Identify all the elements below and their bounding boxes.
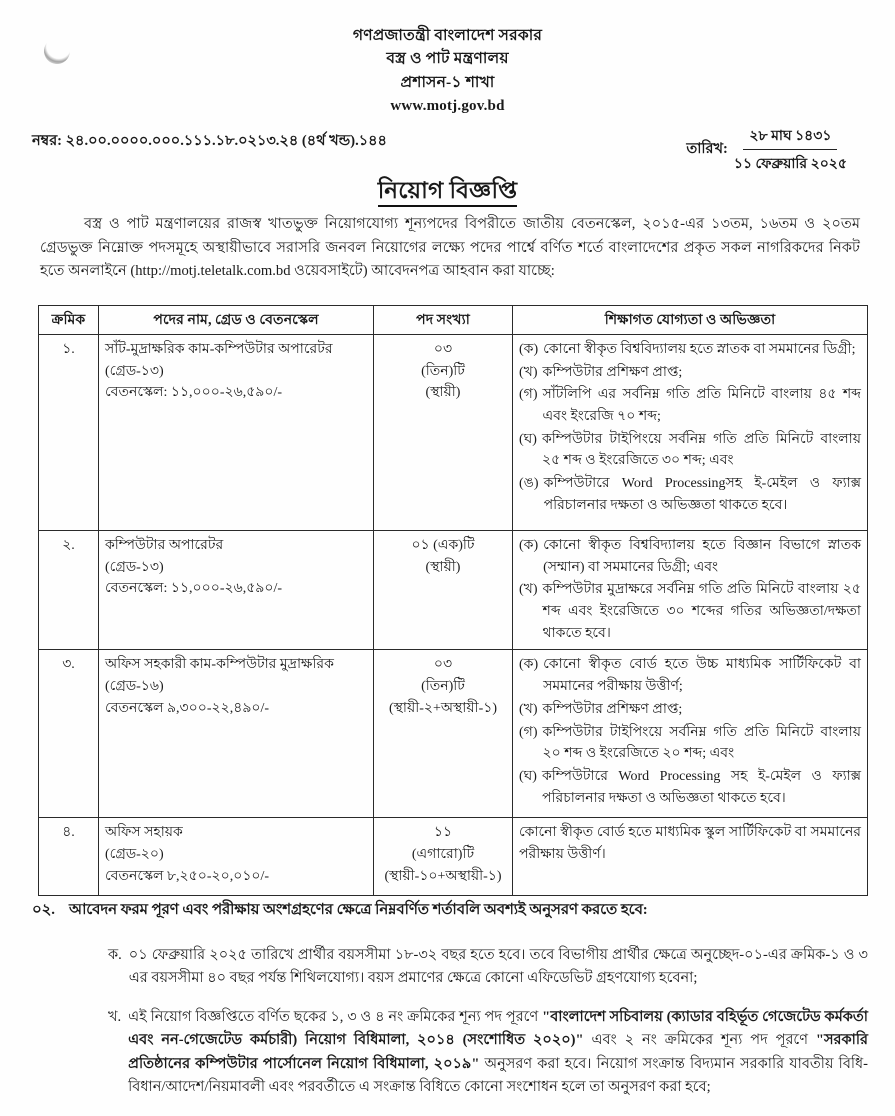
count-line: (স্থায়ী-১০+অস্থায়ী-১) <box>384 868 502 884</box>
posts-table <box>38 305 868 896</box>
education-item <box>519 429 861 472</box>
education-marker: (গ) <box>519 724 538 740</box>
row-education <box>513 818 868 896</box>
intro-paragraph: বস্ত্র ও পাট মন্ত্রণালয়ের রাজস্ব খাতভুক্ত নিয়োগযোগ্য শূন্যপদের বিপরীতে জাতীয় বেতনস্কেল, ২০১৫-এর ১৩তম, ১৬তম ও ২০তম গ্রেডভুক্ত নিম্নোক্ত পদসমূহে অস্থায়ীভাবে সরাসরি জনবল নিয়োগের লক্ষ্যে পদের পার্শ্বে বর্ণিত শর্তে বাংলাদেশের প্রকৃত সকল নাগরিকদের নিকট হতে অনলাইনে (http://motj.teletalk.com.bd ওয়েবসাইটে) আবেদনপত্র আহবান করা যাচ্ছে: <box>40 216 860 280</box>
row-serial: ৪. <box>39 818 99 896</box>
count-line: (স্থায়ী) <box>425 385 461 401</box>
clause-02 <box>32 898 868 923</box>
count-line: ০১ (এক)টি <box>411 538 475 553</box>
row-serial: ৩. <box>39 650 99 818</box>
education-text: কম্পিউটারে Word Processing সহ ই-মেইল ও ফ্যাক্স পরিচালনার দক্ষতা ও অভিজ্ঞতা থাকতে হবে। <box>541 768 861 806</box>
education-marker: (ঘ) <box>519 431 537 447</box>
table-row <box>39 335 868 531</box>
header-website: www.motj.gov.bd <box>390 97 505 114</box>
sub-clause-ka <box>108 944 868 991</box>
row-count <box>374 818 513 896</box>
sub-clause-kha-part3: অনুসরণ করা হবে। নিয়োগ সংক্রান্ত বিদ্যমান সরকারি যাবতীয় বিধি-বিধান/আদেশ/নিয়মাবলী এবং পরবর্তীতে এ সংক্রান্ত বিধিতে কোনো সংশোধন হলে তা অনুসরণ করা হবে; <box>128 1055 868 1096</box>
reference-number <box>32 130 387 154</box>
sub-clause-kha-rule2: "সরকারি প্রতিষ্ঠানের কম্পিউটার পার্সোনেল নিয়োগ বিধিমালা, ২০১৯" <box>128 1032 868 1072</box>
clause-02-text: আবেদন ফরম পূরণ এবং পরীক্ষায় অংশগ্রহণের ক্ষেত্রে নিম্নবর্ণিত শর্তাবলি অবশ্যই অনুসরণ করতে হবে: <box>68 902 648 918</box>
education-marker: (খ) <box>519 364 538 380</box>
education-text: কম্পিউটার টাইপিংয়ে সর্বনিম্ন গতি প্রতি মিনিটে বাংলায় ২০ শব্দ ও ইংরেজিতে ২০ শব্দ; এবং <box>542 724 861 762</box>
sub-clause-kha-part1: এই নিয়োগ বিজ্ঞপ্তিতে বর্ণিত ছকের ১, ৩ ও ৪ নং ক্রমিকের শূন্য পদ পূরণে <box>128 1009 543 1025</box>
education-item <box>519 722 861 765</box>
row-post <box>99 650 374 818</box>
count-line: (স্থায়ী-২+অস্থায়ী-১) <box>388 700 497 716</box>
post-grade: (গ্রেড-১৬) <box>105 679 164 695</box>
sub-clause-kha <box>108 1006 868 1100</box>
table-row <box>39 650 868 818</box>
education-text: কম্পিউটারে Word Processingসহ ই-মেইল ও ফ্যাক্স পরিচালনার দক্ষতা ও অভিজ্ঞতা থাকতে হবে। <box>543 476 861 513</box>
date-label: তারিখ: <box>686 141 728 157</box>
date-english: ১১ ফেব্রুয়ারি ২০২৫ <box>733 157 847 172</box>
header-line-ministry: বস্ত্র ও পাট মন্ত্রণালয় <box>386 50 509 68</box>
sub-clause-ka-marker: ক. <box>108 947 122 963</box>
count-line: ০৩ <box>433 657 453 673</box>
header-line-government: গণপ্রজাতন্ত্রী বাংলাদেশ সরকার <box>352 27 543 44</box>
post-name: সাঁট-মুদ্রাক্ষরিক কাম-কম্পিউটার অপারেটর <box>105 342 333 357</box>
education-marker: (ক) <box>519 342 539 357</box>
education-text: সাঁটলিপি এর সর্বনিম্ন গতি প্রতি মিনিটে বাংলায় ৪৫ শব্দ এবং ইংরেজি ৭০ শব্দ; <box>542 387 861 425</box>
education-item <box>519 654 861 697</box>
page-title <box>0 172 895 211</box>
reference-line <box>32 128 867 172</box>
row-education <box>513 531 868 650</box>
row-count <box>374 650 513 818</box>
education-item <box>519 766 861 809</box>
count-line: (স্থায়ী) <box>425 559 461 575</box>
education-text: কম্পিউটার প্রশিক্ষণ প্রাপ্ত; <box>542 701 683 717</box>
education-marker: (খ) <box>519 701 538 717</box>
education-marker: (খ) <box>519 582 538 598</box>
education-list <box>519 339 861 517</box>
education-item <box>519 339 861 361</box>
table-row <box>39 531 868 650</box>
post-grade: (গ্রেড-১৩) <box>105 559 164 575</box>
clause-02-number: ০২. <box>32 902 55 918</box>
column-header-count: পদ সংখ্যা <box>374 306 513 335</box>
education-text: কম্পিউটার প্রশিক্ষণ প্রাপ্ত; <box>542 364 683 380</box>
education-list <box>519 535 861 644</box>
count-line: (তিন)টি <box>421 363 465 379</box>
table-row <box>39 818 868 896</box>
sub-clause-ka-text: ০১ ফেব্রুয়ারি ২০২৫ তারিখে প্রার্থীর বয়সসীমা ১৮-৩২ বছর হতে হবে। তবে বিভাগীয় প্রার্থীর ক্ষেত্রে অনুচ্ছেদ-০১-এর ক্রমিক-১ ও ৩ এর বয়সসীমা ৪০ বছর পর্যন্ত শিথিলযোগ্য। বয়স প্রমাণের ক্ষেত্রে কোনো এফিডেভিট গ্রহণযোগ্য হবেনা; <box>128 947 868 987</box>
post-grade: (গ্রেড-১৩) <box>105 363 164 379</box>
row-post <box>99 531 374 650</box>
column-header-serial: ক্রমিক <box>39 306 99 335</box>
education-marker: (গ) <box>519 387 538 403</box>
table-header-row <box>39 306 868 335</box>
reference-number-suffix: ১৪৪ <box>358 133 387 149</box>
sub-clause-kha-text <box>128 1006 868 1100</box>
count-line: (এগারো)টি <box>411 847 475 863</box>
row-education <box>513 335 868 531</box>
education-marker: (ক) <box>519 538 539 553</box>
row-post <box>99 818 374 896</box>
education-list <box>519 654 861 809</box>
education-marker: (ঘ) <box>519 768 537 784</box>
education-item <box>519 384 861 427</box>
row-serial: ১. <box>39 335 99 531</box>
post-payscale: বেতনস্কেল: ১১,০০০-২৬,৫৯০/- <box>105 581 283 597</box>
column-header-education: শিক্ষাগত যোগ্যতা ও অভিজ্ঞতা <box>513 306 868 335</box>
row-count <box>374 335 513 531</box>
date-bangla: ২৮ মাঘ ১৪৩১ <box>743 124 837 150</box>
education-marker: (ক) <box>519 657 539 673</box>
education-item <box>519 579 861 644</box>
post-name: কম্পিউটার অপারেটর <box>105 538 224 553</box>
education-text: কোনো স্বীকৃত বোর্ড হতে মাধ্যমিক স্কুল সার্টিফিকেট বা সমমানের পরীক্ষায় উত্তীর্ণ। <box>519 825 861 863</box>
education-marker: (ঙ) <box>519 476 539 492</box>
sub-clause-kha-part2: এবং ২ নং ক্রমিকের শূন্য পদ পূরণে <box>583 1032 816 1049</box>
post-payscale: বেতনস্কেল ৮,২৫০-২০,০১০/- <box>105 868 270 884</box>
row-post <box>99 335 374 531</box>
post-payscale: বেতনস্কেল ৯,৩০০-২২,৪৯০/- <box>105 700 270 716</box>
posts-table-body <box>39 335 868 896</box>
date-block <box>686 124 847 176</box>
count-line: ১১ <box>433 825 453 841</box>
row-education <box>513 650 868 818</box>
post-payscale: বেতনস্কেল: ১১,০০০-২৬,৫৯০/- <box>105 385 283 401</box>
post-name: অফিস সহকারী কাম-কম্পিউটার মুদ্রাক্ষরিক <box>105 657 334 673</box>
row-serial: ২. <box>39 531 99 650</box>
education-text: কোনো স্বীকৃত বোর্ড হতে উচ্চ মাধ্যমিক সার্টিফিকেট বা সমমানের পরীক্ষায় উত্তীর্ণ; <box>543 657 861 695</box>
post-name: অফিস সহায়ক <box>105 825 183 841</box>
education-item <box>519 473 861 516</box>
row-count <box>374 531 513 650</box>
education-item <box>519 535 861 578</box>
count-line: ০৩ <box>433 342 453 357</box>
header-line-branch: প্রশাসন-১ শাখা <box>400 73 495 91</box>
page-title-text: নিয়োগ বিজ্ঞপ্তি <box>378 178 518 207</box>
education-text: কম্পিউটার টাইপিংয়ে সর্বনিম্ন গতি প্রতি মিনিটে বাংলায় ২৫ শব্দ ও ইংরেজিতে ৩০ শব্দ; এবং <box>541 431 861 469</box>
education-item <box>519 699 861 721</box>
count-line: (তিন)টি <box>421 679 465 695</box>
column-header-post: পদের নাম, গ্রেড ও বেতনস্কেল <box>99 306 374 335</box>
education-text: কোনো স্বীকৃত বিশ্ববিদ্যালয় হতে স্নাতক বা সমমানের ডিগ্রী; <box>543 342 856 357</box>
education-text: কম্পিউটার মুদ্রাক্ষরে সর্বনিম্ন গতি প্রতি মিনিটে বাংলায় ২৫ শব্দ এবং ইংরেজিতে ৩০ শব্দের গতির অভিজ্ঞতা/দক্ষতা থাকতে হবে। <box>542 582 861 641</box>
document-header <box>0 24 895 117</box>
education-item <box>519 362 861 384</box>
sub-clause-kha-marker: খ. <box>108 1009 122 1025</box>
post-grade: (গ্রেড-২০) <box>105 847 164 863</box>
sub-clause-kha-rule1: "বাংলাদেশ সচিবালয় (ক্যাডার বহির্ভূত গেজেটেড কর্মকর্তা এবং নন-গেজেটেড কর্মচারী) নিয়োগ বিধিমালা, ২০১৪ (সংশোধিত ২০২০)" <box>128 1009 868 1049</box>
reference-number-text: নম্বর: ২৪.০০.০০০০.০০০.১১১.১৮.০২১৩.২৪ (৪র্থ খন্ড). <box>32 133 359 149</box>
education-text: কোনো স্বীকৃত বিশ্ববিদ্যালয় হতে বিজ্ঞান বিভাগে স্নাতক (সম্মান) বা সমমানের ডিগ্রী; এবং <box>543 538 861 575</box>
date-stack <box>734 124 847 176</box>
